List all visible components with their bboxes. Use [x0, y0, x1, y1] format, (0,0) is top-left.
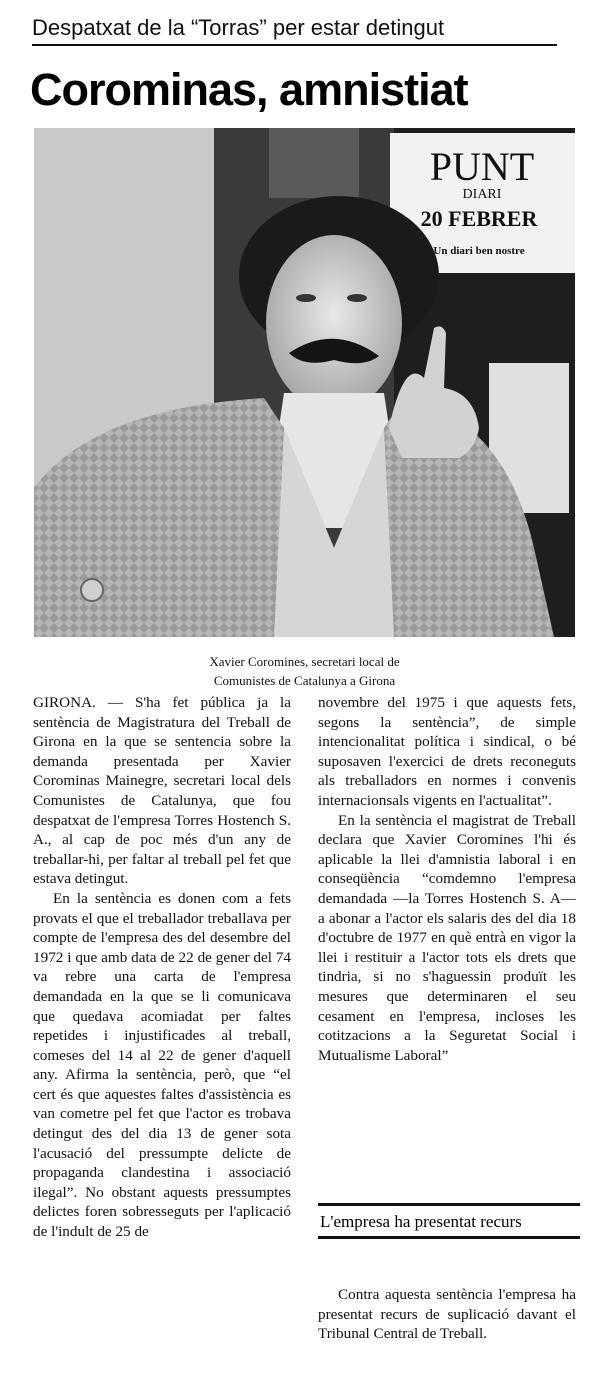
paragraph: novembre del 1975 i que aquests fets, segons la sentència”, de simple intencionalitat política i sindical, o bé suposaven l'exercici de drets reconeguts als treballadors en normes i convenis internacionsals vigents en l'actualitat”.	[318, 694, 576, 809]
article-headline: Corominas, amnistiat	[30, 64, 468, 115]
paragraph: GIRONA. — S'ha fet pública ja la sentència de Magistratura del Treball de Girona en la que se sentencia sobre la demanda presentada per Xavier Corominas Mainegre, secretari local dels Comunistes de Catalunya, que fou despatxat de l'empresa Torres Hostench S. A., al cap de poc més d'un any de treballar-hi, per faltar al treball pel fet que estava detingut.	[33, 694, 291, 888]
paragraph: En la sentència es donen com a fets provats el que el treballador treballava per compte de l'empresa des del desembre del 1972 i que amb data de 22 de gener del 74 va rebre una carta de l'empresa demandada en la que se li comunicava que quedava acomiadat per faltes repetides i injustificades al treball, comeses del 14 al 22 de gener d'aquell any. Afirma la sentència, però, que “el cert és que aquestes faltes d'assistència es van cometre pel fet que l'actor es trobava detingut des del dia 13 de gener sota l'acusació del pressumpte delicte de propaganda clandestina i associació ilegal”. No obstant aquests pressumptes delictes foren sobresseguts per l'aplicació de l'indult de 25 de	[33, 889, 291, 1241]
article-kicker: Despatxat de la “Torras” per estar detingut	[32, 14, 557, 46]
poster-tagline: Un diari ben nostre	[433, 245, 525, 257]
caption-line-1: Xavier Coromines, secretari local de	[209, 654, 400, 669]
article-subhead: L'empresa ha presentat recurs	[318, 1203, 580, 1239]
photo-caption	[34, 652, 575, 690]
paragraph: En la sentència el magistrat de Treball declara que Xavier Coromines l'hi és aplicable la llei d'amnistia laboral i en conseqüència “comdemno l'empresa demandada —la Torres Hostench S. A— a abonar a l'actor els salaris des del dia 18 d'octubre de 1977 en què entrà en vigor la llei i restituir a l'actor tots els drets que tindria, si no s'haguessin produït les mesures que determinaren el seu cesament en l'empresa, incloses les cotitzacions a la Seguretat Social i Mutualisme Laboral”	[318, 811, 576, 1064]
poster-date: 20 FEBRER	[420, 206, 538, 231]
paragraph: Contra aquesta sentència l'empresa ha presentat recurs de suplicació davant el Tribunal Central de Treball.	[318, 1286, 576, 1343]
left-column	[33, 693, 291, 1242]
right-column	[318, 693, 576, 1065]
poster-title: PUNT	[429, 144, 535, 189]
poster-sub: DIARI	[462, 187, 502, 202]
caption-line-2: Comunistes de Catalunya a Girona	[213, 673, 396, 688]
article-photo	[34, 128, 575, 637]
final-paragraph-block	[318, 1285, 576, 1344]
